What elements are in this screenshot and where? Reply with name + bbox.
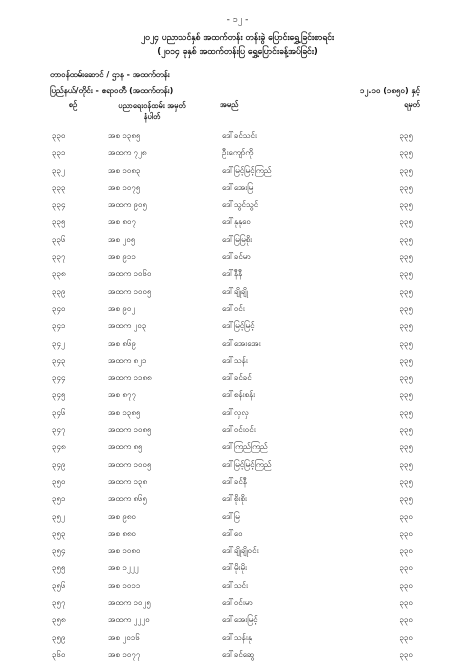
score-cell: ၃၃၀ xyxy=(399,632,413,642)
id-cell: အထက ၇၂၈ xyxy=(108,148,147,158)
id-cell: အစ ၈၇၇ xyxy=(108,390,136,400)
id-cell: အစ ၁၃၈၅ xyxy=(108,407,141,417)
name-cell: ဒေါ်မြ xyxy=(222,511,240,521)
serial-cell: ၃၃၂ xyxy=(52,165,65,175)
id-cell: အစ ၁၂၂၂ xyxy=(108,563,139,573)
serial-cell: ၃၃၄ xyxy=(52,200,66,210)
id-cell: အထက ၁၁၈၈ xyxy=(108,373,152,383)
id-cell: အစ ၈၆၉ xyxy=(108,338,136,348)
id-cell: အထက ၂၀၃ xyxy=(108,321,147,331)
id-cell: အစ ၈၀၇ xyxy=(108,217,136,227)
table-row xyxy=(0,266,475,283)
header-id-main: ပညာရေးဝန်ထမ်း အမှတ် xyxy=(118,101,186,110)
score-cell: ၃၃၀ xyxy=(399,546,413,556)
name-cell: ဒေါ်သန်း xyxy=(222,355,248,365)
name-cell: ဒေါ်ချိုချိုဝင်း xyxy=(222,546,259,556)
table-row xyxy=(0,457,475,474)
name-cell: ဒေါ်ချိုချို xyxy=(222,286,248,296)
id-cell: အထက ၈၆၅ xyxy=(108,494,148,504)
name-cell: ဒေါ်လှလှ xyxy=(222,407,249,417)
table-row xyxy=(0,630,475,647)
name-cell: ဒေါ်စန်းစန်း xyxy=(222,390,256,400)
header-score: ရမှတ် xyxy=(404,100,420,109)
serial-cell: ၃၅၉ xyxy=(52,632,66,642)
name-cell: ဒေါ်ကြည်ကြည် xyxy=(222,442,268,452)
score-cell: ၃၃၅ xyxy=(399,425,413,435)
serial-cell: ၃၅၃ xyxy=(52,528,66,538)
score-cell: ၃၃၅ xyxy=(399,494,413,504)
table-row xyxy=(0,249,475,266)
id-cell: အစ ၉၀၂ xyxy=(108,303,136,313)
header-name: အမည် xyxy=(220,100,239,109)
serial-cell: ၃၅၆ xyxy=(52,580,66,590)
header-id xyxy=(92,100,212,122)
serial-cell: ၃၄၄ xyxy=(52,373,66,383)
name-cell: ဒေါ်မြင့်မြင့် xyxy=(222,321,255,331)
id-cell: အထက ၂၂၂၀ xyxy=(108,615,150,625)
table-row xyxy=(0,145,475,162)
serial-cell: ၃၅၈ xyxy=(52,615,66,625)
serial-cell: ၃၃၇ xyxy=(52,252,66,262)
name-cell: ဦးကျော်ကို xyxy=(222,148,254,158)
score-cell: ၃၃၅ xyxy=(399,217,413,227)
score-cell: ၃၃၅ xyxy=(399,407,413,417)
name-cell: ဒေါ်သန်းနု xyxy=(222,632,252,642)
id-cell: အစ ၁၀၇၅ xyxy=(108,182,141,192)
score-cell: ၃၃၅ xyxy=(399,234,413,244)
document-title: ၂၀၂၄ ပညာသင်နှစ် အထက်တန်း တန်းခွဲ ပြောင်းရွှေ့ခြင်းစာရင်း xyxy=(140,33,335,43)
id-cell: အထက ၈၂၁ xyxy=(108,355,147,365)
table-row xyxy=(0,214,475,231)
score-cell: ၃၃၅ xyxy=(399,321,413,331)
score-cell: ၃၃၀ xyxy=(399,528,413,538)
serial-cell: ၃၅၂ xyxy=(52,511,65,521)
serial-cell: ၃၄၈ xyxy=(52,442,66,452)
staff-table xyxy=(0,128,475,664)
serial-cell: ၃၃၃ xyxy=(52,182,66,192)
serial-cell: ၃၃၀ xyxy=(52,131,66,140)
department-label: ပြည်နယ်/တိုင်း - ဧရာဝတီ (အထက်တန်း) xyxy=(50,86,174,95)
score-cell: ၃၃၅ xyxy=(399,442,413,452)
id-cell: အစ ၂၀၅ xyxy=(108,234,136,244)
table-row xyxy=(0,595,475,612)
id-cell: အထက ၁၀၀၅ xyxy=(108,459,152,469)
serial-cell: ၃၃၆ xyxy=(52,234,66,244)
id-cell: အစ ၉၁၁ xyxy=(108,252,136,262)
id-cell: အထက ၁၀၀၅ xyxy=(108,286,152,296)
table-row xyxy=(0,232,475,249)
table-row xyxy=(0,578,475,595)
name-cell: ဒေါ်ခင်သင်း xyxy=(222,131,257,140)
id-cell: အစ ၁၀၇၇ xyxy=(108,649,141,659)
score-cell: ၃၃၅ xyxy=(399,459,413,469)
serial-cell: ၃၄၁ xyxy=(52,321,66,331)
table-row xyxy=(0,370,475,387)
serial-cell: ၃၅၇ xyxy=(52,598,66,608)
table-row xyxy=(0,128,475,145)
name-cell: ဒေါ်နီနီ xyxy=(222,269,243,279)
serial-cell: ၃၄၃ xyxy=(52,355,66,365)
table-row xyxy=(0,560,475,577)
score-cell: ၃၃၅ xyxy=(399,148,413,158)
serial-cell: ၃၄၅ xyxy=(52,390,66,400)
header-serial: စဉ် xyxy=(68,100,78,109)
score-cell: ၃၃၅ xyxy=(399,286,413,296)
score-cell: ၃၃၅ xyxy=(399,252,413,262)
score-cell: ၃၃၅ xyxy=(399,355,413,365)
table-row xyxy=(0,509,475,526)
table-row xyxy=(0,353,475,370)
name-cell: ဒေါ်အေးအေး xyxy=(222,338,261,348)
id-cell: အစ ၁၀၁၁ xyxy=(108,580,141,590)
score-cell: ၃၃၅ xyxy=(399,338,413,348)
serial-cell: ၃၄၀ xyxy=(52,303,66,313)
score-cell: ၃၃၅ xyxy=(399,390,413,400)
score-cell: ၃၃၅ xyxy=(399,373,413,383)
score-cell: ၃၃၅ xyxy=(399,200,413,210)
table-row xyxy=(0,336,475,353)
score-cell: ၃၃၅ xyxy=(399,131,413,140)
score-cell: ၃၃၀ xyxy=(399,598,413,608)
serial-cell: ၃၃၈ xyxy=(52,269,66,279)
table-row xyxy=(0,474,475,491)
id-cell: အစ ၁၀၈၃ xyxy=(108,165,141,175)
id-cell: အထက ၁၃၈ xyxy=(108,476,148,486)
table-row xyxy=(0,180,475,197)
id-cell: အထက ၉၀၅ xyxy=(108,200,147,210)
date-label: ၁၂.၁၀ (၁၈၅၀) နှင့် xyxy=(360,86,420,95)
score-cell: ၃၃၅ xyxy=(399,303,413,313)
table-row xyxy=(0,405,475,422)
id-cell: အစ ၂၀၁၆ xyxy=(108,632,140,642)
page-number: - ၁၂ - xyxy=(226,15,249,25)
serial-cell: ၃၅၀ xyxy=(52,476,66,486)
ministry-label: တာဝန်ထမ်းဆောင် / ဌာန - အထက်တန်း xyxy=(50,70,170,79)
table-row xyxy=(0,318,475,335)
name-cell: ဒေါ်အေးမြ xyxy=(222,182,254,192)
id-cell: အထက ၈၅ xyxy=(108,442,143,452)
name-cell: ဒေါ်ဝင်း xyxy=(222,303,245,313)
score-cell: ၃၃၀ xyxy=(399,649,413,659)
serial-cell: ၃၄၆ xyxy=(52,407,66,417)
serial-cell: ၃၃၁ xyxy=(52,148,66,158)
id-cell: အစ ၁၀၈၀ xyxy=(108,546,141,556)
name-cell: ဒေါ်ခင်မာ xyxy=(222,252,251,262)
document-subtitle: (၂၀၁၄ ခုနှစ် အထက်တန်းပြ ရွှေ့ပြောင်းခန့်အပ်ခြင်း) xyxy=(157,47,318,57)
id-cell: အစ ၁၃၈၅ xyxy=(108,131,141,140)
score-cell: ၃၃၅ xyxy=(399,182,413,192)
score-cell: ၃၃၀ xyxy=(399,580,413,590)
id-cell: အစ ၈၈၀ xyxy=(108,528,137,538)
name-cell: ဒေါ်မြင့်မြင့်ကြည် xyxy=(222,459,272,469)
name-cell: ဒေါ်မိုးမိုး xyxy=(222,563,248,573)
score-cell: ၃၃၀ xyxy=(399,563,413,573)
name-cell: ဒေါ်ခင်ဆွေ xyxy=(222,649,255,659)
table-row xyxy=(0,491,475,508)
name-cell: ဒေါ်သွင်သွင် xyxy=(222,200,259,210)
table-row xyxy=(0,197,475,214)
name-cell: ဒေါ်မြင့်မြင့်ကြည် xyxy=(222,165,272,175)
table-row xyxy=(0,439,475,456)
name-cell: ဒေါ်ဝင်းမာ xyxy=(222,598,253,608)
name-cell: ဒေါ်ခင်နီ xyxy=(222,476,247,486)
name-cell: ဒေါ်ခင်ခင် xyxy=(222,373,252,383)
name-cell: ဒေါ်မြမြစိုး xyxy=(222,234,253,244)
header-id-sub: နံပါတ် xyxy=(143,112,161,121)
score-cell: ၃၃၅ xyxy=(399,269,413,279)
table-row xyxy=(0,163,475,180)
name-cell: ဒေါ်သင်း xyxy=(222,580,249,590)
score-cell: ၃၃၀ xyxy=(399,511,413,521)
id-cell: အထက ၁၀၂၅ xyxy=(108,598,151,608)
name-cell: ဒေါ်စိုးစိုး xyxy=(222,494,247,504)
table-row xyxy=(0,526,475,543)
table-row xyxy=(0,284,475,301)
score-cell: ၃၃၅ xyxy=(399,165,413,175)
serial-cell: ၃၅၁ xyxy=(52,494,66,504)
id-cell: အထက ၁၀၆၀ xyxy=(108,269,152,279)
serial-cell: ၃၄၉ xyxy=(52,459,66,469)
serial-cell: ၃၃၅ xyxy=(52,217,66,227)
serial-cell: ၃၄၇ xyxy=(52,425,66,435)
serial-cell: ၃၅၄ xyxy=(52,546,66,556)
serial-cell: ၃၅၅ xyxy=(52,563,66,573)
table-row xyxy=(0,301,475,318)
name-cell: ဒေါ်နုနုဝေ xyxy=(222,217,251,227)
serial-cell: ၃၃၉ xyxy=(52,286,66,296)
table-row xyxy=(0,543,475,560)
score-cell: ၃၃၀ xyxy=(399,615,413,625)
name-cell: ဒေါ်အေးမြင့် xyxy=(222,615,258,625)
table-row xyxy=(0,387,475,404)
id-cell: အစ ၉၈၀ xyxy=(108,511,136,521)
table-row xyxy=(0,422,475,439)
score-cell: ၃၃၅ xyxy=(399,476,413,486)
name-cell: ဒေါ်ဝင်းဝင်း xyxy=(222,425,256,435)
serial-cell: ၃၆၀ xyxy=(52,649,66,659)
table-row xyxy=(0,647,475,664)
serial-cell: ၃၄၂ xyxy=(52,338,65,348)
name-cell: ဒေါ်ဝေ xyxy=(222,528,243,538)
id-cell: အထက ၁၀၈၅ xyxy=(108,425,152,435)
